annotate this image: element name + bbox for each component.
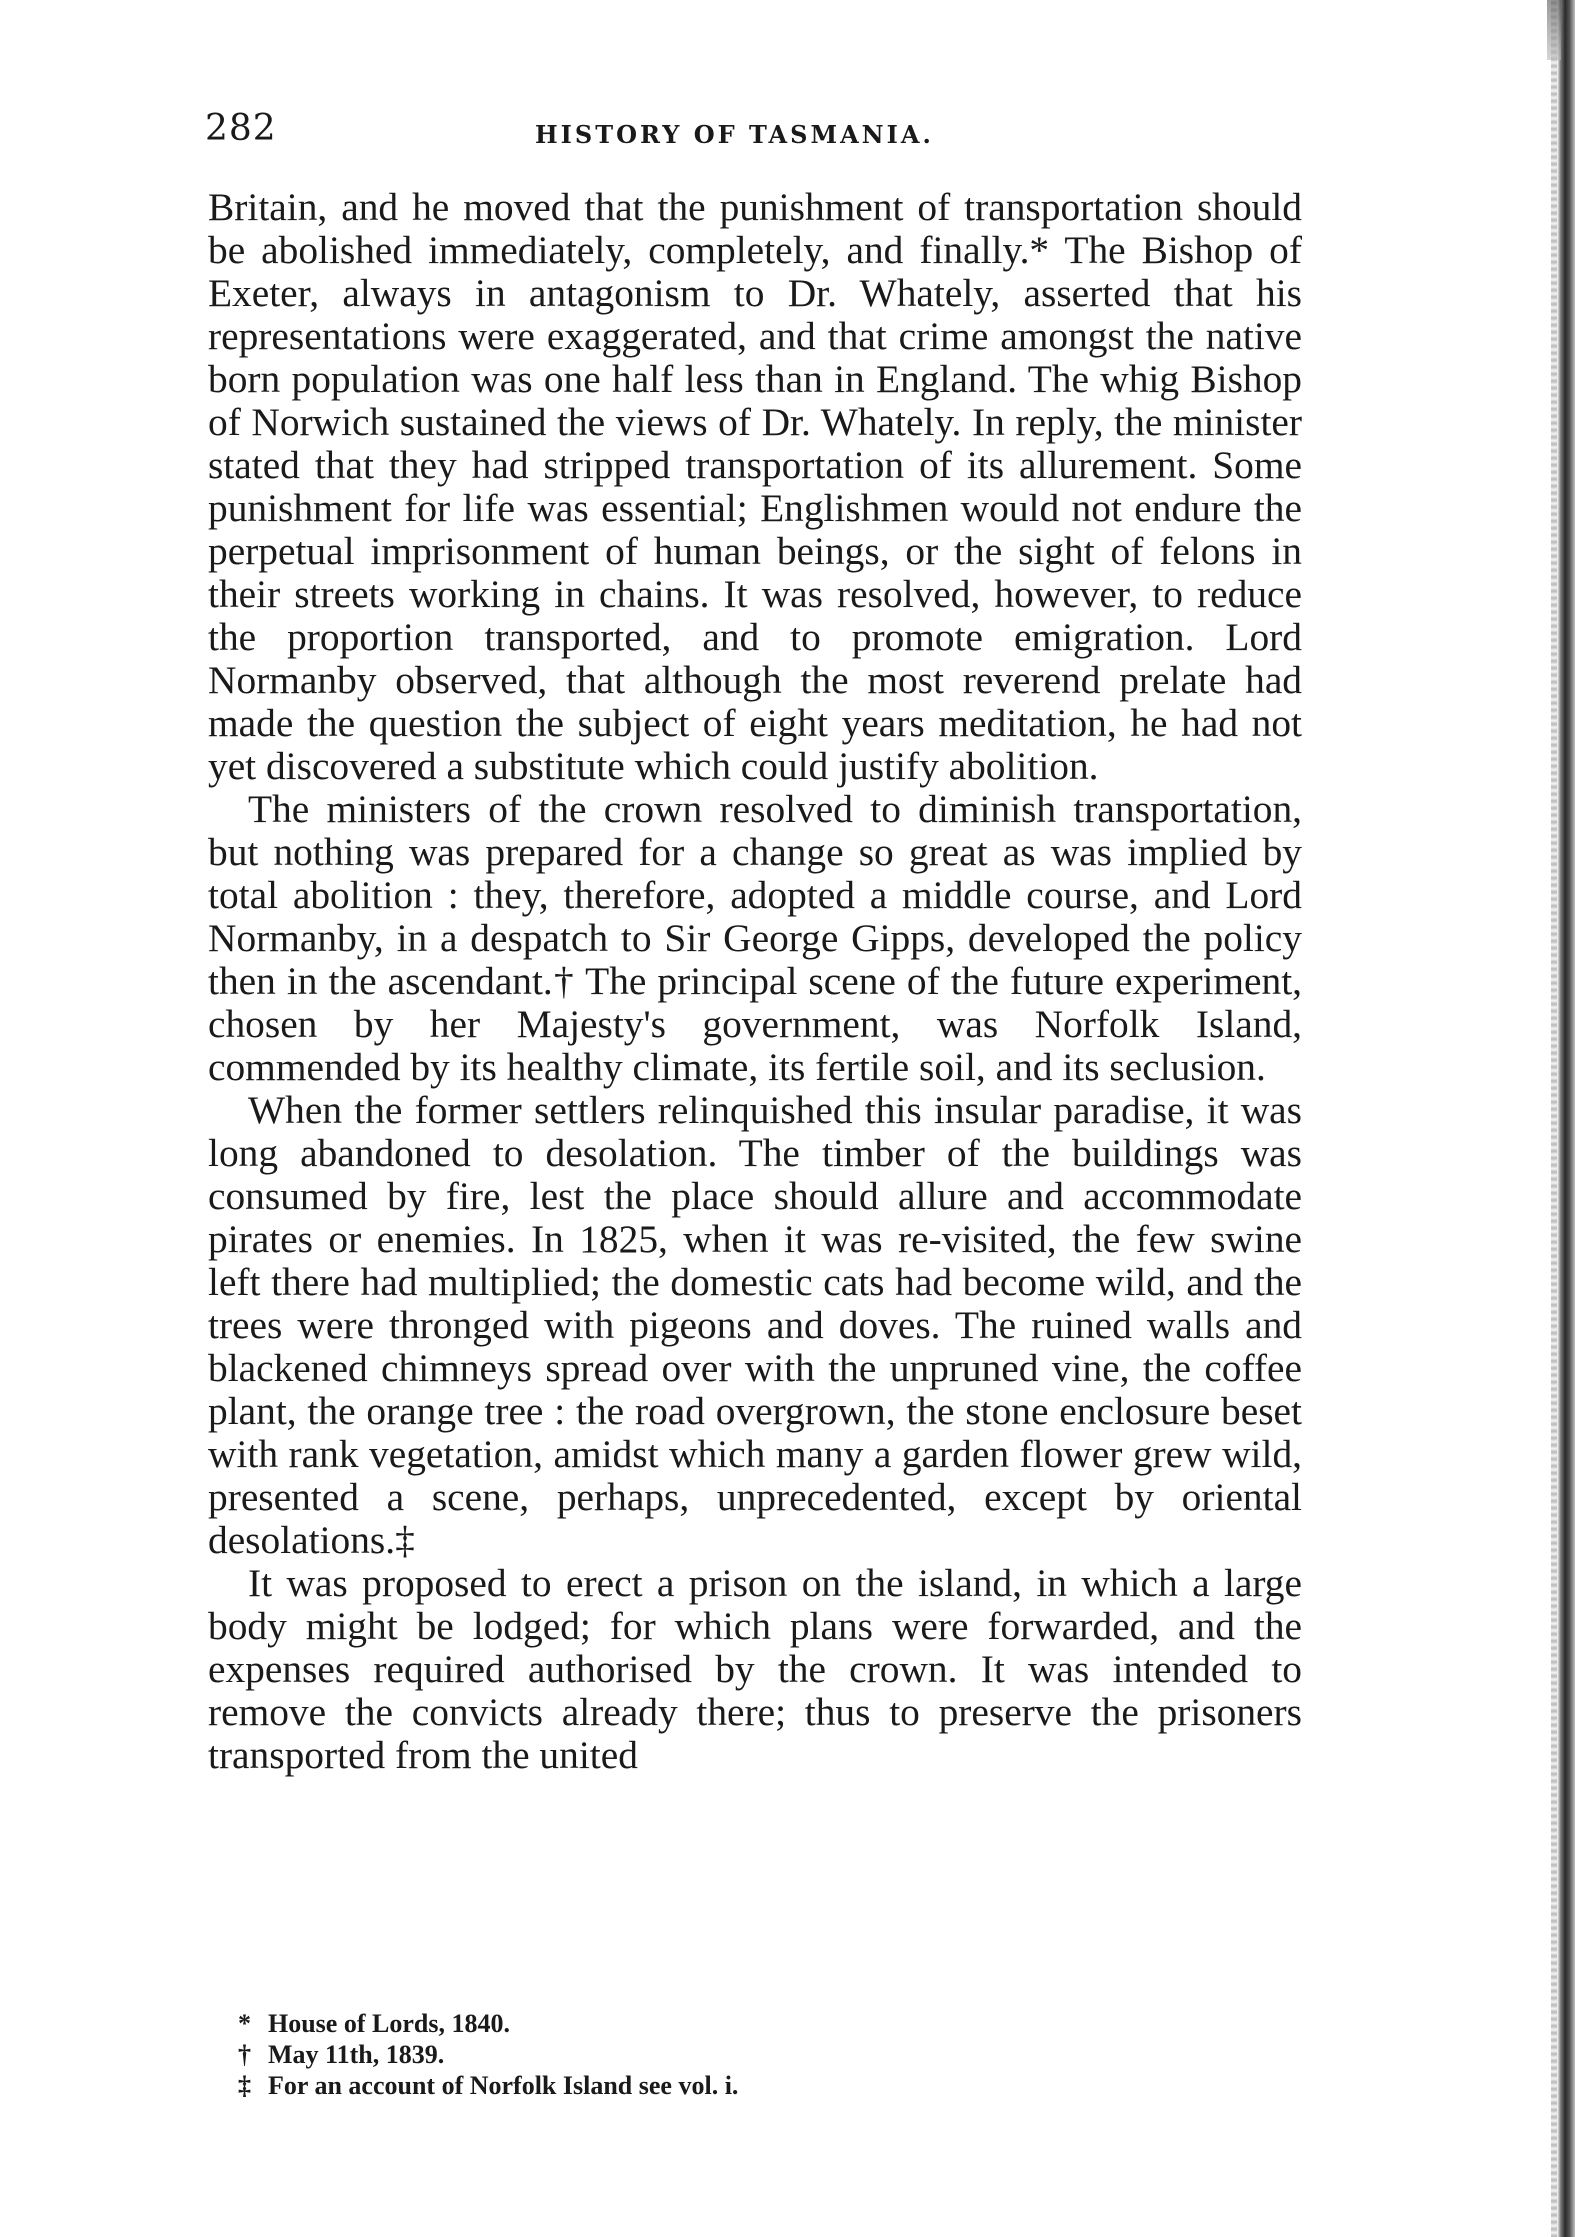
binding-shadow-top (1547, 0, 1561, 60)
footnote-text: May 11th, 1839. (268, 2040, 445, 2069)
paragraph: The ministers of the crown resolved to diminish transportation, but nothing was prepared for a change so great as was implied by total abolition : they, therefore, adopted a middle course, and Lord Normanby, in a despatch to Sir George Gipps, developed the policy then in the ascendant.† The principal scene of the future experiment, chosen by her Majesty's government, was Norfolk Island, commended by its healthy climate, its fertile soil, and its seclusion. (208, 787, 1302, 1089)
footnote-text: For an account of Norfolk Island see vol. i. (268, 2071, 739, 2100)
running-title: HISTORY OF TASMANIA. (535, 120, 934, 149)
binding-shadow (1557, 0, 1575, 2237)
page-header (205, 108, 1305, 158)
body-text (208, 186, 1302, 1777)
footnote-mark: † (238, 2040, 251, 2069)
paragraph: When the former settlers relinquished this insular paradise, it was long abandoned to desolation. The timber of the buildings was consumed by fire, lest the place should allure and accommodate pirates or enemies. In 1825, when it was re-visited, the few swine left there had multiplied; the domestic cats had become wild, and the trees were thronged with pigeons and doves. The ruined walls and blackened chimneys spread over with the unpruned vine, the coffee plant, the orange tree : the road overgrown, the stone enclosure beset with rank vegetation, amidst which many a garden flower grew wild, presented a scene, perhaps, unprecedented, except by oriental desolations.‡ (208, 1088, 1302, 1562)
footnote-mark: ‡ (238, 2071, 251, 2100)
footnote (238, 2008, 1238, 2039)
footnote (238, 2070, 1238, 2101)
page-number: 282 (205, 108, 277, 149)
footnotes (238, 2008, 1238, 2101)
footnote-text: House of Lords, 1840. (268, 2009, 510, 2038)
paragraph: Britain, and he moved that the punishment of transportation should be abolished immediately, completely, and finally.* The Bishop of Exeter, always in antagonism to Dr. Whately, asserted that his representations were exaggerated, and that crime amongst the native born population was one half less than in England. The whig Bishop of Norwich sustained the views of Dr. Whately. In reply, the minister stated that they had stripped transportation of its allurement. Some punishment for life was essential; Englishmen would not endure the perpetual imprisonment of human beings, or the sight of felons in their streets working in chains. It was resolved, however, to reduce the proportion transported, and to promote emigration. Lord Normanby observed, that although the most reverend prelate had made the question the subject of eight years meditation, he had not yet discovered a substitute which could justify abolition. (208, 185, 1302, 788)
footnote-mark: * (238, 2009, 251, 2038)
paragraph: It was proposed to erect a prison on the island, in which a large body might be lodged; for which plans were forwarded, and the expenses required authorised by the crown. It was intended to remove the convicts already there; thus to preserve the prisoners transported from the united (208, 1561, 1302, 1777)
footnote (238, 2039, 1238, 2070)
